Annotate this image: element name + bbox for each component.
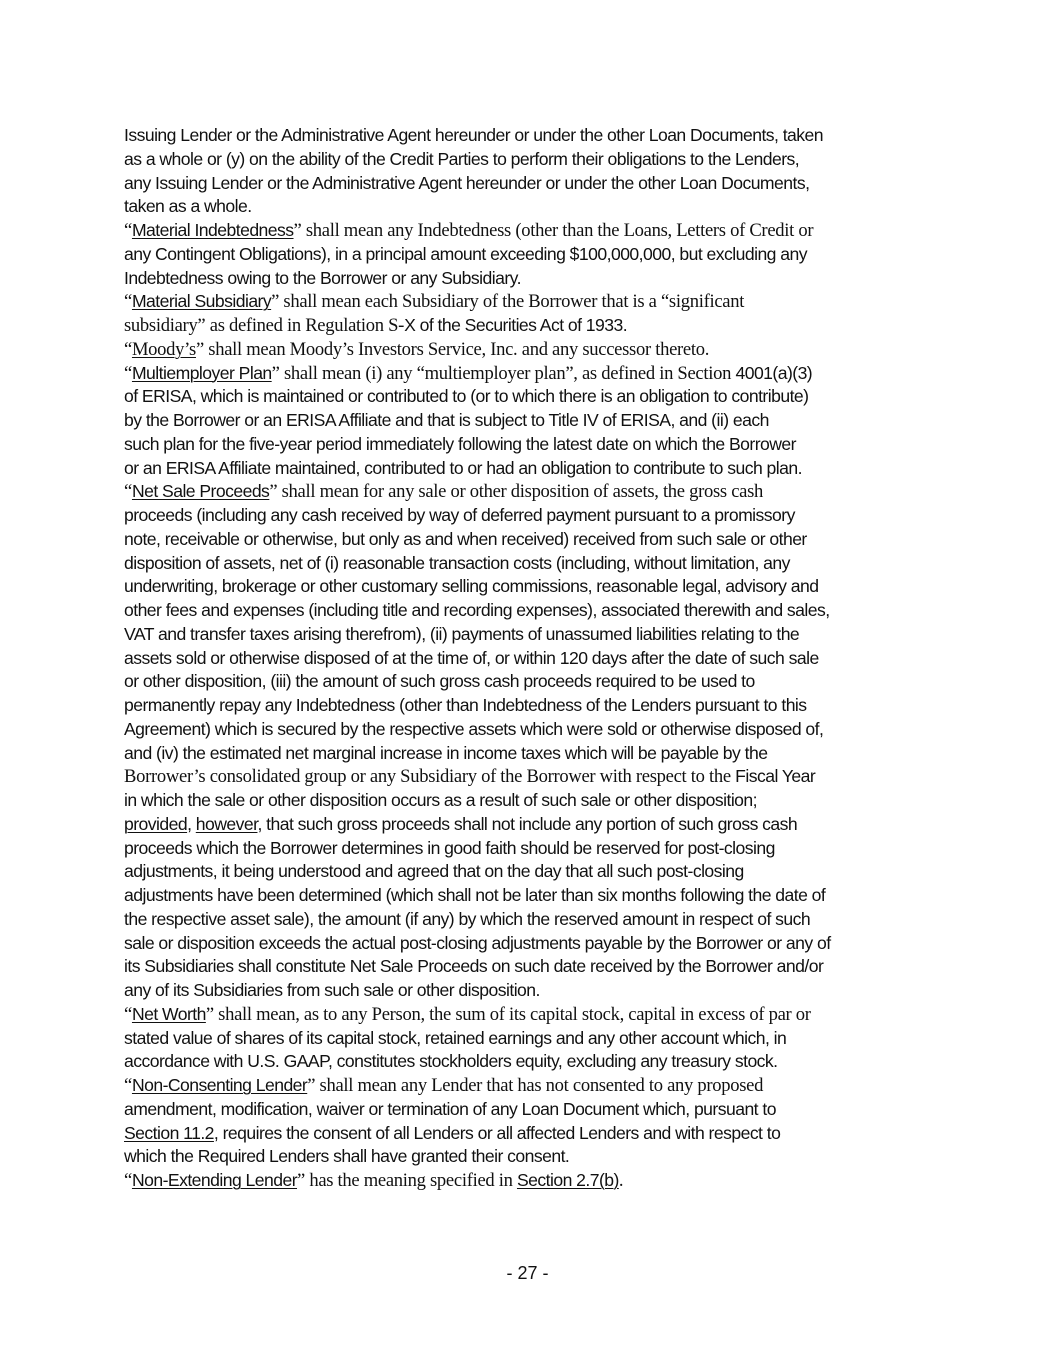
text-run: X of the Securities Act of 1933. <box>404 315 628 335</box>
text-line <box>124 575 944 599</box>
text-line <box>124 362 944 386</box>
text-run: disposition of assets, net of (i) reasonable transaction costs (including, without limitation, any <box>124 552 790 573</box>
text-line <box>124 124 944 148</box>
text-run: accordance with U.S. GAAP, constitutes stockholders equity, excluding any treasury stock. <box>124 1051 778 1072</box>
text-line <box>124 314 944 338</box>
text-run: and (iv) the estimated net marginal increase in income taxes which will be payable by the <box>124 742 768 763</box>
text-line <box>124 195 944 219</box>
text-run: other fees and expenses (including title and recording expenses), associated therewith and sales, <box>124 600 830 620</box>
defined-term-or-reference: Section 11.2 <box>124 1122 214 1143</box>
defined-term-or-reference: Non-Extending Lender <box>131 1170 298 1190</box>
text-run: “ <box>124 1075 132 1096</box>
text-run: ” shall mean any Indebtedness (other than the Loans, Letters of Credit or <box>293 220 814 241</box>
text-run: Indebtedness owing to the Borrower or any Subsidiary. <box>124 267 521 288</box>
defined-term-or-reference: Multiemployer Plan <box>131 362 272 383</box>
text-line <box>124 955 944 979</box>
defined-term-or-reference: Net Worth <box>131 1003 206 1024</box>
defined-term-or-reference: Net Sale Proceeds <box>131 481 270 502</box>
defined-term-or-reference: Non-Consenting Lender <box>131 1075 308 1095</box>
text-run: “ <box>124 481 132 503</box>
text-line <box>124 694 944 718</box>
text-run: note, receivable or otherwise, but only as and when received) received from such sale or other <box>124 528 807 549</box>
text-line <box>124 884 944 908</box>
text-line <box>124 552 944 576</box>
text-run: ” shall mean (i) any “multiemployer plan”, as defined in Section <box>271 362 736 384</box>
text-run: the respective asset sale), the amount (if any) by which the reserved amount in respect of such <box>124 908 811 929</box>
text-line <box>124 1003 944 1027</box>
text-run: Agreement) which is secured by the respective assets which were sold or otherwise disposed of, <box>124 718 824 739</box>
text-run: adjustments, it being understood and agreed that on the day that all such post-closing <box>124 861 744 882</box>
text-line <box>124 718 944 742</box>
text-run: or an ERISA Affiliate maintained, contributed to or had an obligation to contribute to such plan. <box>124 457 802 478</box>
text-run: underwriting, brokerage or other customary selling commissions, reasonable legal, advisory and <box>124 576 819 597</box>
text-run: taken as a whole. <box>124 196 252 217</box>
text-line <box>124 480 944 504</box>
text-run: as a whole or (y) on the ability of the Credit Parties to perform their obligations to the Lenders, <box>124 148 800 169</box>
page-number: - 27 - <box>506 1263 549 1283</box>
text-run: proceeds (including any cash received by way of deferred payment pursuant to a promissory <box>124 505 795 525</box>
text-run: VAT and transfer taxes arising therefrom), (ii) payments of unassumed liabilities relating to the <box>124 623 800 644</box>
text-line <box>124 219 944 243</box>
text-line <box>124 267 944 291</box>
text-line <box>124 979 944 1003</box>
text-line <box>124 599 944 623</box>
text-run: any Contingent Obligations), in a principal amount exceeding $100,000,000, but excluding any <box>124 243 807 264</box>
definitions-body <box>124 124 944 1193</box>
text-run: adjustments have been determined (which shall not be later than six months following the date of <box>124 885 826 905</box>
text-line <box>124 623 944 647</box>
text-line <box>124 1098 944 1122</box>
text-line <box>124 765 944 789</box>
text-run: such plan for the five-year period immediately following the latest date on which the Borrower <box>124 433 796 454</box>
text-line <box>124 290 944 314</box>
text-run: proceeds which the Borrower determines in good faith should be reserved for post-closing <box>124 837 775 858</box>
text-line <box>124 1145 944 1169</box>
text-line <box>124 1169 944 1193</box>
text-line <box>124 409 944 433</box>
text-run: of ERISA, which is maintained or contributed to (or to which there is an obligation to contribute) <box>124 386 809 407</box>
text-line <box>124 670 944 694</box>
defined-term-or-reference: Material Subsidiary <box>131 291 272 312</box>
text-run: 4001(a)(3) <box>735 362 813 383</box>
text-run: sale or disposition exceeds the actual post-closing adjustments payable by the Borrower or any of <box>124 932 831 953</box>
text-line <box>124 243 944 267</box>
text-run: , <box>187 813 196 834</box>
text-line <box>124 433 944 457</box>
text-run: by the Borrower or an ERISA Affiliate and that is subject to Title IV of ERISA, and (ii) each <box>124 410 769 430</box>
defined-term-or-reference: Moody’s <box>131 338 196 360</box>
text-line <box>124 647 944 671</box>
text-run: ” shall mean each Subsidiary of the Borrower that is a “significant <box>271 291 745 313</box>
defined-term-or-reference: provided <box>124 813 188 834</box>
text-run: Issuing Lender or the Administrative Agent hereunder or under the other Loan Documents, taken <box>124 125 824 145</box>
text-run: subsidiary” as defined in Regulation S- <box>124 315 405 336</box>
text-run: which the Required Lenders shall have granted their consent. <box>124 1146 570 1167</box>
text-run: in which the sale or other disposition occurs as a result of such sale or other disposition; <box>124 790 757 810</box>
text-line <box>124 1027 944 1051</box>
defined-term-or-reference: Section 2.7(b) <box>516 1170 619 1190</box>
text-run: ” has the meaning specified in <box>297 1170 517 1191</box>
text-line <box>124 742 944 766</box>
text-run: , requires the consent of all Lenders or all affected Lenders and with respect to <box>213 1122 781 1143</box>
text-run: , that such gross proceeds shall not include any portion of such gross cash <box>257 813 798 834</box>
text-run: ” shall mean Moody’s Investors Service, Inc. and any successor thereto. <box>195 338 710 360</box>
text-line <box>124 148 944 172</box>
text-run: “ <box>124 291 132 313</box>
text-run: “ <box>124 338 132 360</box>
text-line <box>124 789 944 813</box>
text-run: ” shall mean any Lender that has not consented to any proposed <box>307 1075 764 1096</box>
text-line <box>124 813 944 837</box>
text-run: . <box>618 1170 624 1191</box>
text-run: permanently repay any Indebtedness (other than Indebtedness of the Lenders pursuant to this <box>124 695 807 715</box>
text-line <box>124 860 944 884</box>
text-line <box>124 1122 944 1146</box>
text-run: Borrower’s consolidated group or any Subsidiary of the Borrower with respect to the <box>124 766 736 788</box>
text-line <box>124 385 944 409</box>
text-line <box>124 457 944 481</box>
text-run: “ <box>124 362 132 384</box>
defined-term-or-reference: Material Indebtedness <box>131 220 294 240</box>
text-line <box>124 504 944 528</box>
text-line <box>124 932 944 956</box>
text-run: ” shall mean, as to any Person, the sum of its capital stock, capital in excess of par or <box>205 1003 811 1025</box>
text-line <box>124 338 944 362</box>
text-line <box>124 172 944 196</box>
text-line <box>124 837 944 861</box>
text-run: any Issuing Lender or the Administrative Agent hereunder or under the other Loan Documents, <box>124 172 810 193</box>
text-run: or other disposition, (iii) the amount of such gross cash proceeds required to be used to <box>124 671 755 692</box>
text-line <box>124 528 944 552</box>
text-run: “ <box>124 1170 132 1191</box>
text-line <box>124 1074 944 1098</box>
text-run: ” shall mean for any sale or other disposition of assets, the gross cash <box>269 481 764 503</box>
text-line <box>124 1050 944 1074</box>
text-run: “ <box>124 220 132 241</box>
text-run: Fiscal Year <box>735 766 816 787</box>
text-line <box>124 908 944 932</box>
text-run: any of its Subsidiaries from such sale or other disposition. <box>124 980 540 1000</box>
text-run: its Subsidiaries shall constitute Net Sale Proceeds on such date received by the Borrower and/or <box>124 956 824 977</box>
text-run: amendment, modification, waiver or termination of any Loan Document which, pursuant to <box>124 1098 776 1119</box>
defined-term-or-reference: however <box>195 813 258 834</box>
text-run: “ <box>124 1003 132 1025</box>
text-run: assets sold or otherwise disposed of at the time of, or within 120 days after the date of such sale <box>124 647 819 668</box>
text-run: stated value of shares of its capital stock, retained earnings and any other account which, in <box>124 1027 787 1048</box>
